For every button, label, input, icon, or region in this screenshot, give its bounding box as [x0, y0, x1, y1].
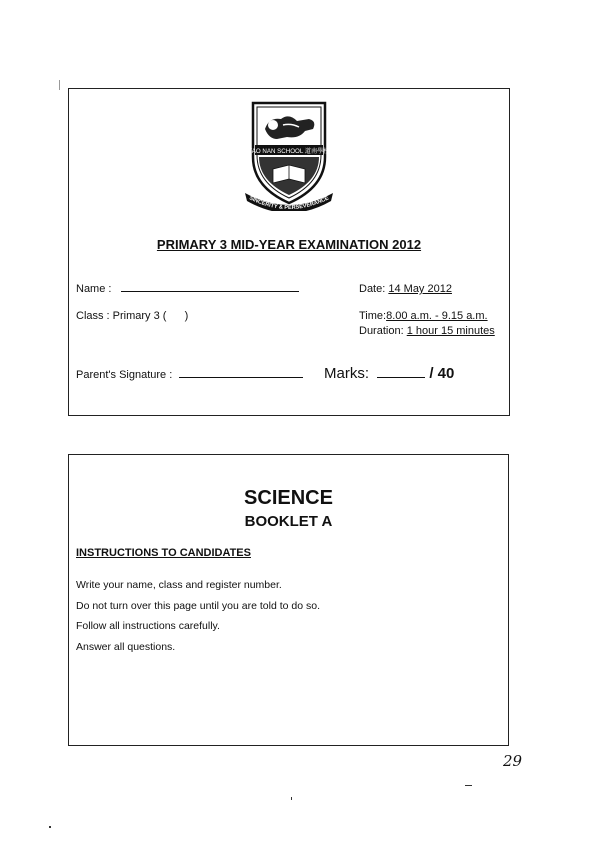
subject-title: SCIENCE [244, 487, 333, 509]
crest-motto: SINCERITY & PERSEVERANCE [248, 195, 330, 211]
scan-speck [59, 80, 60, 90]
parent-signature-blank[interactable] [179, 377, 303, 378]
instruction-item: Follow all instructions carefully. [76, 620, 220, 632]
marks-label: Marks: [324, 365, 369, 382]
parent-signature-field [76, 369, 303, 381]
date-label: Date: [359, 283, 386, 295]
scan-speck [49, 826, 51, 828]
time-value: 8.00 a.m. - 9.15 a.m. [386, 310, 488, 322]
instruction-item: Do not turn over this page until you are told to do so. [76, 599, 320, 612]
marks-total: / 40 [429, 365, 455, 382]
time-label: Time: [359, 310, 387, 322]
instruction-item: Answer all questions. [76, 640, 176, 653]
name-blank[interactable] [121, 291, 299, 292]
class-close: ) [184, 310, 189, 322]
school-crest-icon [243, 99, 335, 211]
instructions-heading: INSTRUCTIONS TO CANDIDATES [76, 547, 251, 559]
class-label: Class : Primary 3 ( [76, 310, 167, 322]
handwritten-page-number: 29 [503, 752, 523, 770]
duration-label: Duration: [359, 325, 404, 337]
name-label: Name : [76, 283, 112, 295]
instruction-item: Write your name, class and register number. [76, 579, 282, 591]
exam-header-box [68, 88, 510, 416]
crest-banner-text: TAO NAN SCHOOL 道南學校 [248, 148, 330, 155]
time-field [359, 310, 488, 322]
booklet-box [68, 454, 509, 746]
name-field [76, 283, 299, 295]
scan-speck [291, 797, 292, 800]
marks-field [324, 365, 454, 382]
booklet-label: BOOKLET A [244, 513, 333, 530]
date-field [359, 283, 452, 295]
class-field [76, 310, 188, 322]
instructions-list [76, 575, 320, 657]
duration-field [359, 325, 495, 337]
exam-title: PRIMARY 3 MID-YEAR EXAMINATION 2012 [156, 237, 422, 252]
marks-blank[interactable] [377, 377, 425, 378]
parent-signature-label: Parent's Signature : [76, 369, 173, 381]
duration-value: 1 hour 15 minutes [406, 325, 495, 337]
date-value: 14 May 2012 [388, 283, 452, 295]
scan-speck [465, 785, 472, 786]
